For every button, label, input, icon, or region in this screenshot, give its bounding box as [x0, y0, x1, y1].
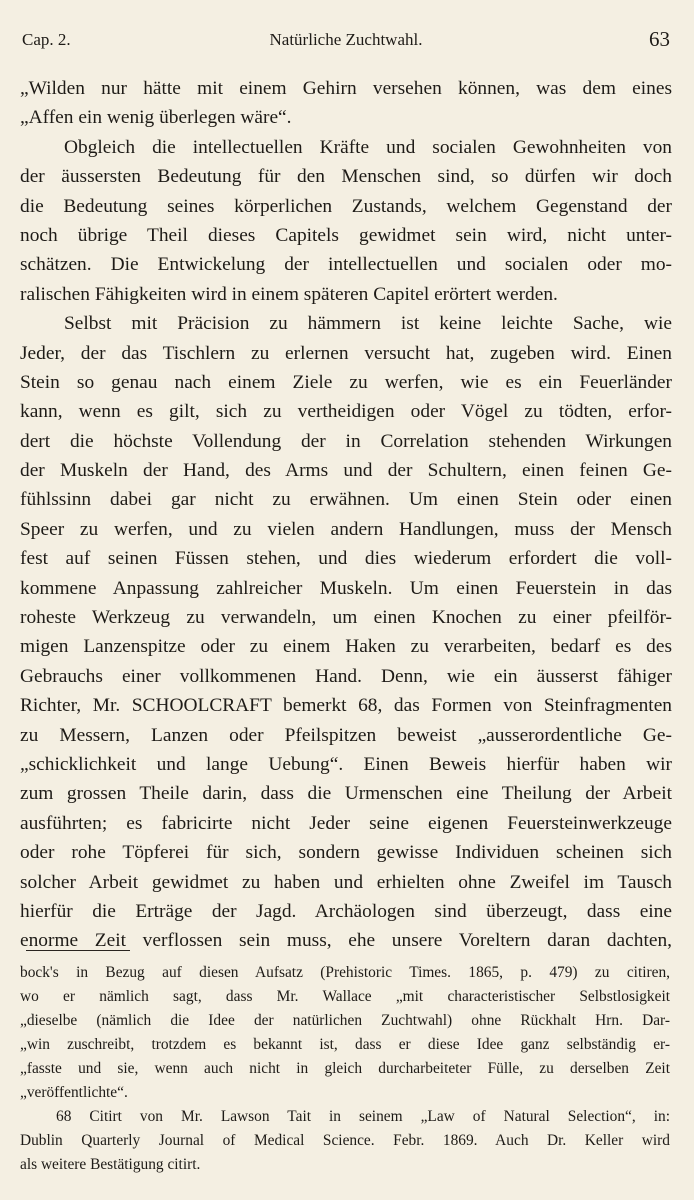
text-line: dert die höchste Vollendung der in Correlation stehenden Wirkungen	[20, 430, 672, 452]
text-line: Stein so genau nach einem Ziele zu werfen, wie es ein Feuerländer	[20, 371, 672, 393]
text-line: die Bedeutung seines körperlichen Zustands, welchem Gegenstand der	[20, 195, 672, 217]
text-line: „Affen ein wenig überlegen wäre“.	[20, 107, 292, 129]
text-line: fühlssinn dabei gar nicht zu erwähnen. Um einen Stein oder einen	[20, 489, 672, 511]
main-text-block	[20, 74, 672, 956]
footnote-line: „veröffentlichte“.	[20, 1084, 128, 1101]
footnote-line: wo er nämlich sagt, dass Mr. Wallace „mit characteristischer Selbstlosigkeit	[20, 988, 670, 1005]
text-line: solcher Arbeit gewidmet zu haben und erhielten ohne Zweifel im Tausch	[20, 871, 672, 893]
footnote-line: Dublin Quarterly Journal of Medical Science. Febr. 1869. Auch Dr. Keller wird	[20, 1132, 670, 1149]
footnote-line: als weitere Bestätigung citirt.	[20, 1156, 201, 1173]
footnote-line: „dieselbe (nämlich die Idee der natürlichen Zuchtwahl) ohne Rückhalt Hrn. Dar-	[20, 1012, 670, 1029]
text-line: noch übrige Theil dieses Capitels gewidmet sein wird, nicht unter-	[20, 224, 672, 246]
text-line: enorme Zeit verflossen sein muss, ehe unsere Voreltern daran dachten,	[20, 930, 672, 952]
text-line: Gebrauchs einer vollkommenen Hand. Denn, wie ein äusserst fähiger	[20, 665, 672, 687]
text-line: migen Lanzenspitze oder zu einem Haken zu verarbeiten, bedarf es des	[20, 636, 672, 658]
text-line: Obgleich die intellectuellen Kräfte und socialen Gewohnheiten von	[64, 136, 672, 158]
footnote-line: bock's in Bezug auf diesen Aufsatz (Prehistoric Times. 1865, p. 479) zu citiren,	[20, 964, 670, 981]
text-line: schätzen. Die Entwickelung der intellectuellen und socialen oder mo-	[20, 254, 672, 276]
text-line: Selbst mit Präcision zu hämmern ist keine leichte Sache, wie	[64, 313, 672, 335]
text-line: „schicklichkeit und lange Uebung“. Einen Beweis hierfür haben wir	[20, 753, 672, 775]
page-number: 63	[649, 27, 670, 51]
text-line: oder rohe Töpferei für sich, sondern gewisse Individuen scheinen sich	[20, 842, 672, 864]
footnote-separator	[26, 950, 130, 951]
text-line: zu Messern, Lanzen oder Pfeilspitzen beweist „ausserordentliche Ge-	[20, 724, 672, 746]
footnotes-block	[20, 961, 670, 1177]
running-title: Natürliche Zuchtwahl.	[269, 30, 423, 49]
running-header	[22, 27, 670, 58]
text-line: roheste Werkzeug zu verwandeln, um einen Knochen zu einer pfeilför-	[20, 607, 672, 629]
text-line: ralischen Fähigkeiten wird in einem späteren Capitel erörtert werden.	[20, 283, 558, 305]
chapter-label: Cap. 2.	[22, 30, 71, 49]
text-line: kommene Anpassung zahlreicher Muskeln. Um einen Feuerstein in das	[20, 577, 672, 599]
footnote-line: „win zuschreibt, trotzdem es bekannt ist, dass er diese Idee ganz selbständig er-	[20, 1036, 670, 1053]
text-line: Richter, Mr. SCHOOLCRAFT bemerkt 68, das Formen von Steinfragmenten	[20, 695, 672, 717]
text-line: Jeder, der das Tischlern zu erlernen versucht hat, zugeben wird. Einen	[20, 342, 672, 364]
text-line: zum grossen Theile darin, dass die Urmenschen eine Theilung der Arbeit	[20, 783, 672, 805]
text-line: „Wilden nur hätte mit einem Gehirn versehen können, was dem eines	[20, 78, 672, 99]
footnote-line: „fasste und sie, wenn auch nicht in gleich durcharbeiteter Fülle, zu derselben Zeit	[20, 1060, 670, 1077]
text-line: ausführten; es fabricirte nicht Jeder seine eigenen Feuersteinwerkzeuge	[20, 812, 672, 834]
text-line: fest auf seinen Füssen stehen, und dies wiederum erfordert die voll-	[20, 548, 672, 570]
text-line: Speer zu werfen, und zu vielen andern Handlungen, muss der Mensch	[20, 518, 672, 540]
footnote-line: 68 Citirt von Mr. Lawson Tait in seinem „Law of Natural Selection“, in:	[56, 1108, 670, 1125]
text-line: hierfür die Erträge der Jagd. Archäologen sind überzeugt, dass eine	[20, 900, 672, 922]
text-line: kann, wenn es gilt, sich zu vertheidigen oder Vögel zu tödten, erfor-	[20, 401, 672, 423]
text-line: der äussersten Bedeutung für den Menschen sind, so dürfen wir doch	[20, 166, 672, 188]
text-line: der Muskeln der Hand, des Arms und der Schultern, einen feinen Ge-	[20, 460, 672, 482]
